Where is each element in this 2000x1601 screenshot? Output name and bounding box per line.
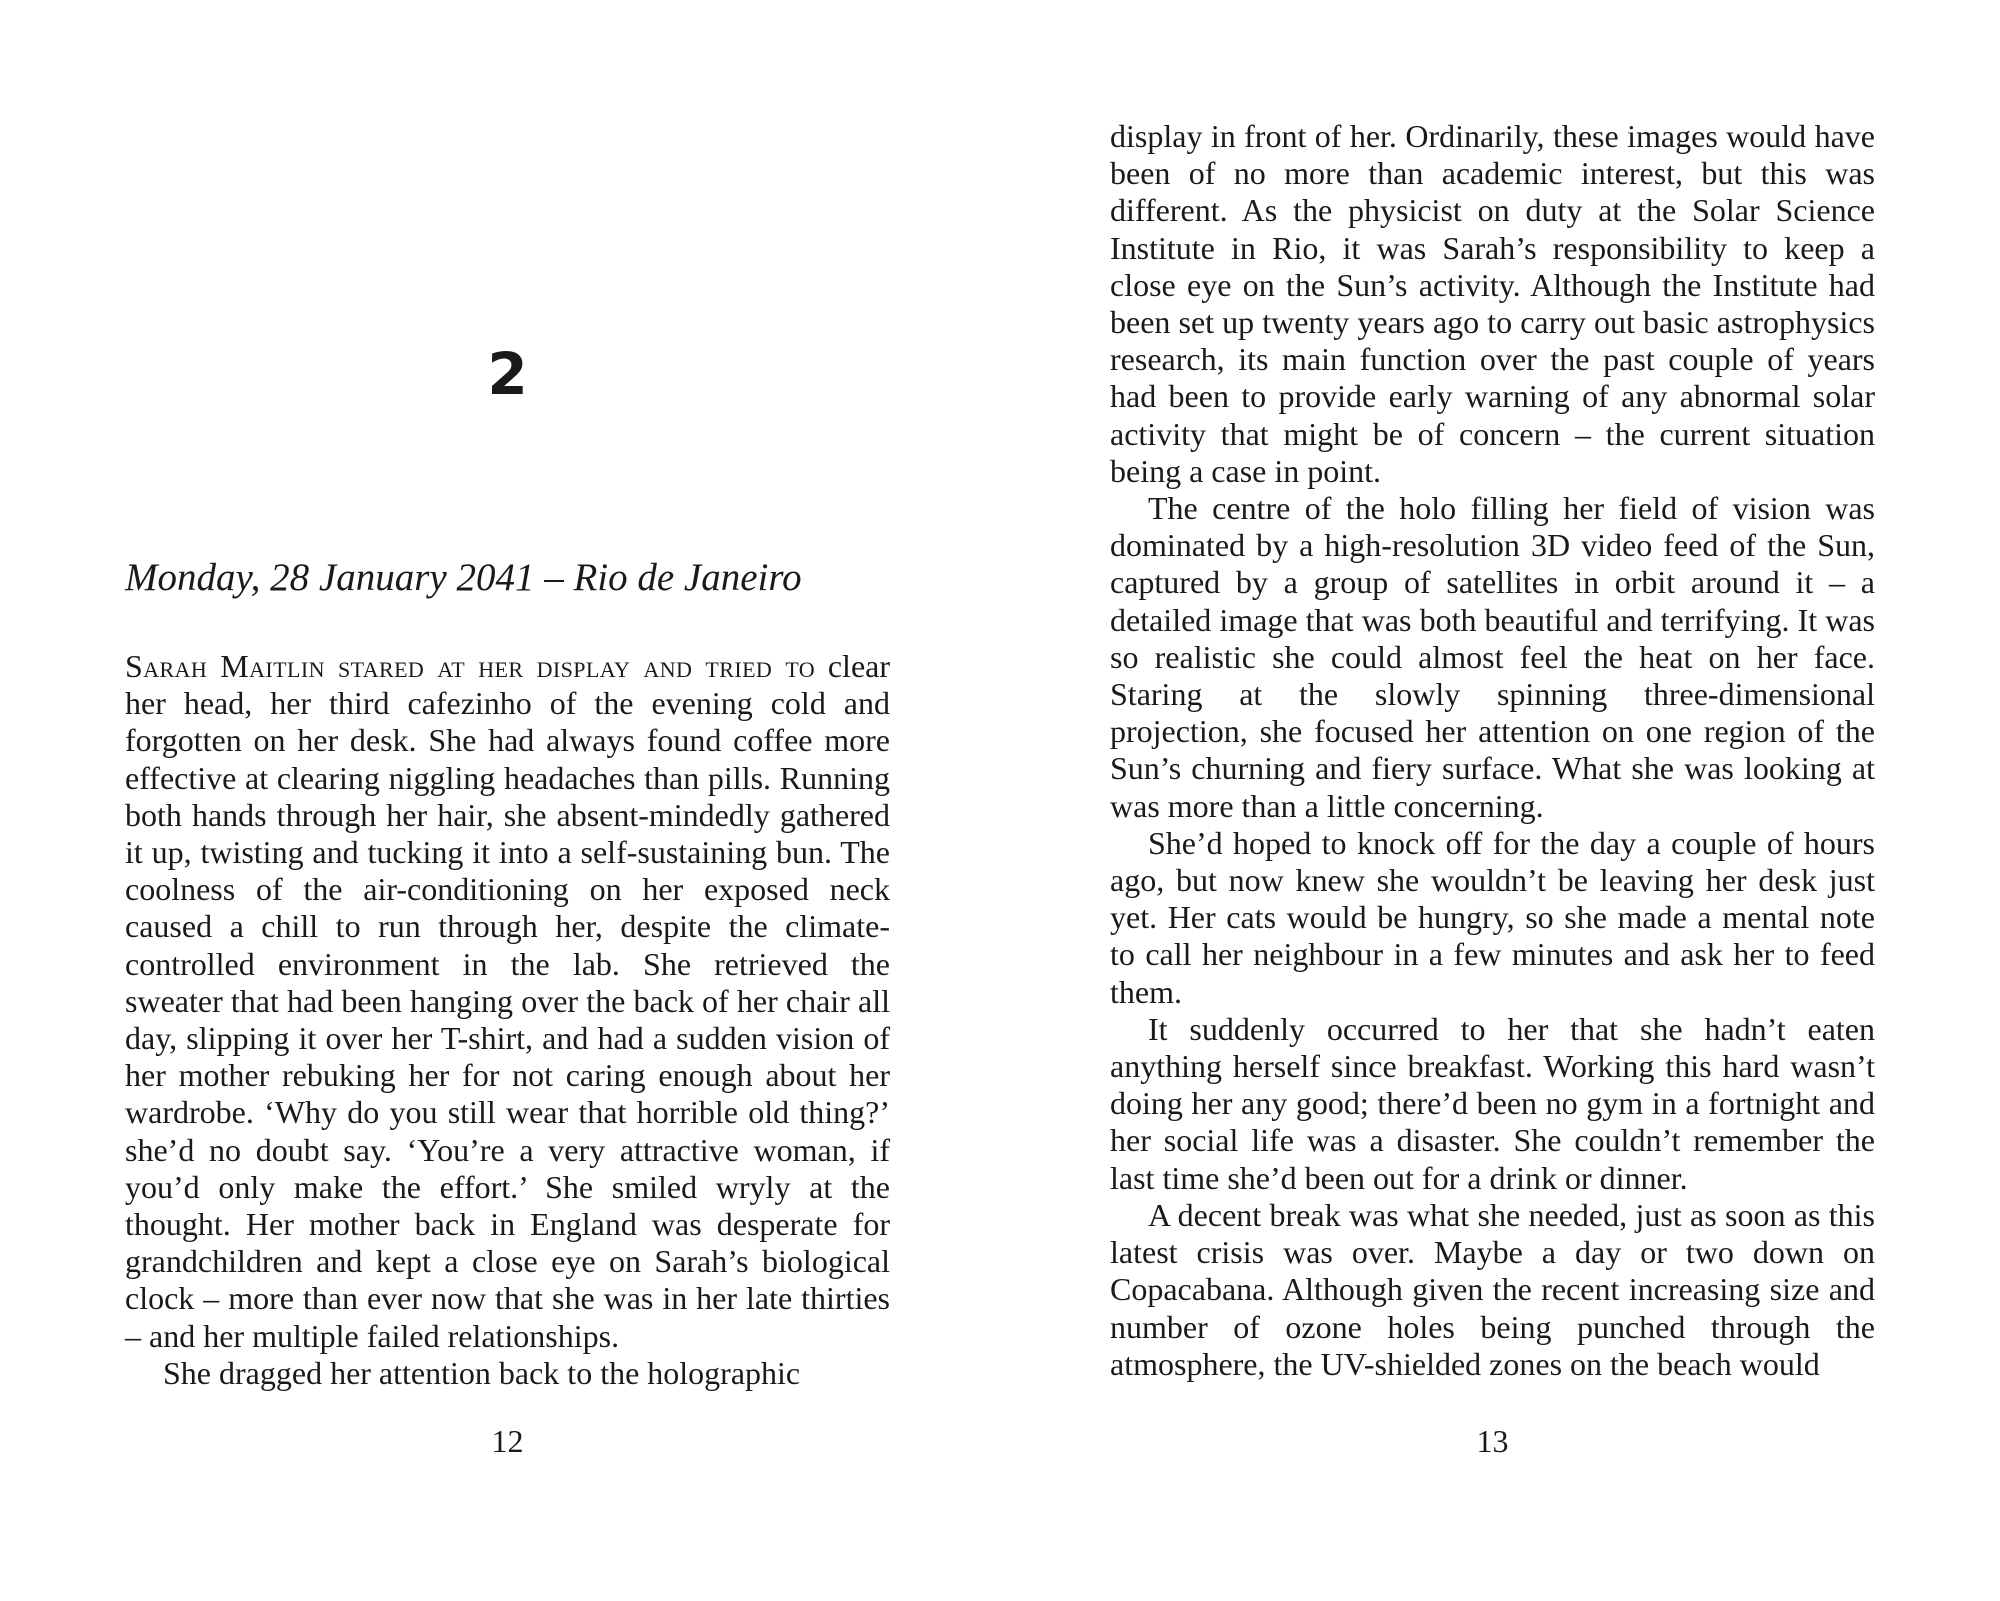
paragraph: She dragged her attention back to the holographic <box>163 1354 801 1391</box>
page-number: 13 <box>1476 1423 1509 1459</box>
opening-paragraph <box>125 648 890 1355</box>
left-page <box>125 0 891 1601</box>
opening-smallcaps: Sarah Maitlin stared at her display and tried to <box>125 648 816 684</box>
page-number: 12 <box>491 1423 524 1459</box>
paragraph: display in front of her. Ordinarily, these images would have been of no more than academic interest, but this was different. As the physicist on duty at the Solar Science Institute in Rio, it was Sarah’s responsibility to keep a close eye on the Sun’s activity. Although the Institute had been set up twenty years ago to carry out basic astrophysics research, its main function over the past couple of years had been to provide early warning of any abnormal solar activity that might be of concern – the current situation being a case in point. <box>1110 118 1875 489</box>
right-page <box>1110 0 1875 1601</box>
right-body-text <box>1110 118 1875 1383</box>
chapter-heading: Monday, 28 January 2041 – Rio de Janeiro <box>125 556 802 599</box>
paragraph: A decent break was what she needed, just as soon as this latest crisis was over. Maybe a day or two down on Copacabana. Although given the recent increasing size and number of ozone holes being punched through the atmosphere, the UV-shielded zones on the beach would <box>1110 1196 1875 1382</box>
paragraph: The centre of the holo filling her field of vision was dominated by a high-resolution 3D video feed of the Sun, captured by a group of satellites in orbit around it – a detailed image that was both beautiful and terrifying. It was so realistic she could almost feel the heat on her face. Staring at the slowly spinning three-dimensional projection, she focused her attention on one region of the Sun’s churning and fiery surface. What she was looking at was more than a little concerning. <box>1110 490 1875 824</box>
opening-rest: clear her head, her third cafezinho of the evening cold and forgotten on her desk. She had always found coffee more effective at clearing niggling headaches than pills. Running both hands through her hair, she absent-mindedly gathered it up, twisting and tucking it into a self-sustaining bun. The coolness of the air-conditioning on her exposed neck caused a chill to run through her, despite the climate-controlled environment in the lab. She retrieved the sweater that had been hanging over the back of her chair all day, slipping it over her T-shirt, and had a sudden vision of her mother rebuking her for not caring enough about her wardrobe. ‘Why do you still wear that horrible old thing?’ she’d no doubt say. ‘You’re a very attractive woman, if you’d only make the effort.’ She smiled wryly at the thought. Her mother back in England was desperate for grandchildren and kept a close eye on Sarah’s biological clock – more than ever now that she was in her late thirties – and her multiple failed relationships. <box>125 648 891 1354</box>
left-body-text <box>125 648 890 1392</box>
chapter-number: 2 <box>487 340 528 408</box>
paragraph: It suddenly occurred to her that she hadn’t eaten anything herself since breakfast. Working this hard wasn’t doing her any good; there’d been no gym in a fortnight and her social life was a disaster. She couldn’t remember the last time she’d been out for a drink or dinner. <box>1110 1010 1875 1196</box>
paragraph: She’d hoped to knock off for the day a couple of hours ago, but now knew she wouldn’t be leaving her desk just yet. Her cats would be hungry, so she made a mental note to call her neighbour in a few minutes and ask her to feed them. <box>1110 824 1875 1010</box>
